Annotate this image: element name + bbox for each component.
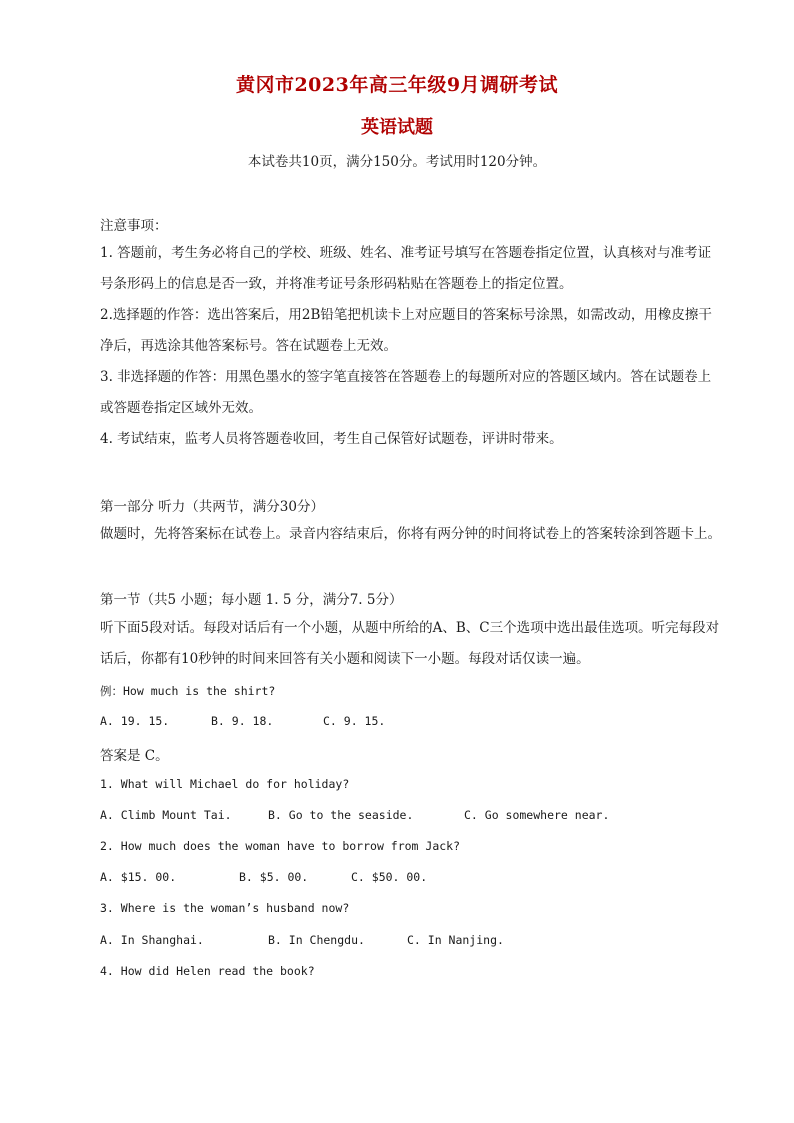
example-option-c: C. 9. 15. — [323, 714, 386, 728]
part1-heading: 第一部分 听力（共两节，满分30分） — [100, 499, 324, 515]
q3-option-c: C. In Nanjing. — [407, 933, 504, 947]
example-option-b: B. 9. 18. — [211, 714, 274, 728]
section1-instruction: 听下面5段对话。每段对话后有一个小题，从题中所给的A、B、C三个选项中选出最佳选项。听完每段对话后，你都有10秒钟的时间来回答有关小题和阅读下一小题。每段对话仅读一遍。 — [100, 620, 720, 667]
q2-option-a: A. $15. 00. — [100, 870, 177, 884]
q3-option-b: B. In Chengdu. — [268, 933, 365, 947]
example-option-a: A. 19. 15. — [100, 714, 170, 728]
q2-option-b: B. $5. 00. — [239, 870, 309, 884]
question-3: 3. Where is the woman’s husband now? — [100, 901, 350, 915]
example-question: 例：How much is the shirt? — [100, 684, 276, 698]
q1-option-b: B. Go to the seaside. — [268, 808, 414, 822]
note-item-3: 3. 非选择题的作答：用黑色墨水的签字笔直接答在答题卷上的每题所对应的答题区域内。答在试题卷上或答题卷指定区域外无效。 — [100, 369, 712, 416]
section1-heading: 第一节（共5 小题；每小题 1. 5 分，满分7. 5分） — [100, 592, 403, 608]
subject-title: 英语试题 — [361, 117, 433, 138]
note-item-2: 2.选择题的作答：选出答案后，用2B铅笔把机读卡上对应题目的答案标号涂黑，如需改动，用橡皮擦干净后，再选涂其他答案标号。答在试题卷上无效。 — [100, 307, 712, 354]
note-item-1: 1. 答题前，考生务必将自己的学校、班级、姓名、准考证号填写在答题卷指定位置，认真核对与准考证号条形码上的信息是否一致，并将准考证号条形码粘贴在答题卷上的指定位置。 — [100, 245, 712, 292]
part1-instruction: 做题时，先将答案标在试卷上。录音内容结束后，你将有两分钟的时间将试卷上的答案转涂到答题卡上。 — [100, 526, 721, 542]
q2-option-c: C. $50. 00. — [351, 870, 428, 884]
q1-option-a: A. Climb Mount Tai. — [100, 808, 232, 822]
question-1: 1. What will Michael do for holiday? — [100, 777, 350, 791]
exam-info: 本试卷共10页，满分150分。考试用时120分钟。 — [247, 154, 547, 170]
exam-title: 黄冈市2023年高三年级9月调研考试 — [235, 74, 559, 96]
q1-option-c: C. Go somewhere near. — [464, 808, 610, 822]
q3-option-a: A. In Shanghai. — [100, 933, 204, 947]
question-2: 2. How much does the woman have to borrow from Jack? — [100, 839, 461, 853]
notes-heading: 注意事项： — [100, 218, 168, 234]
note-item-4: 4. 考试结束，监考人员将答题卷收回，考生自己保管好试题卷，评讲时带来。 — [100, 431, 563, 447]
question-4: 4. How did Helen read the book? — [100, 964, 315, 978]
example-answer: 答案是 C。 — [100, 748, 169, 764]
